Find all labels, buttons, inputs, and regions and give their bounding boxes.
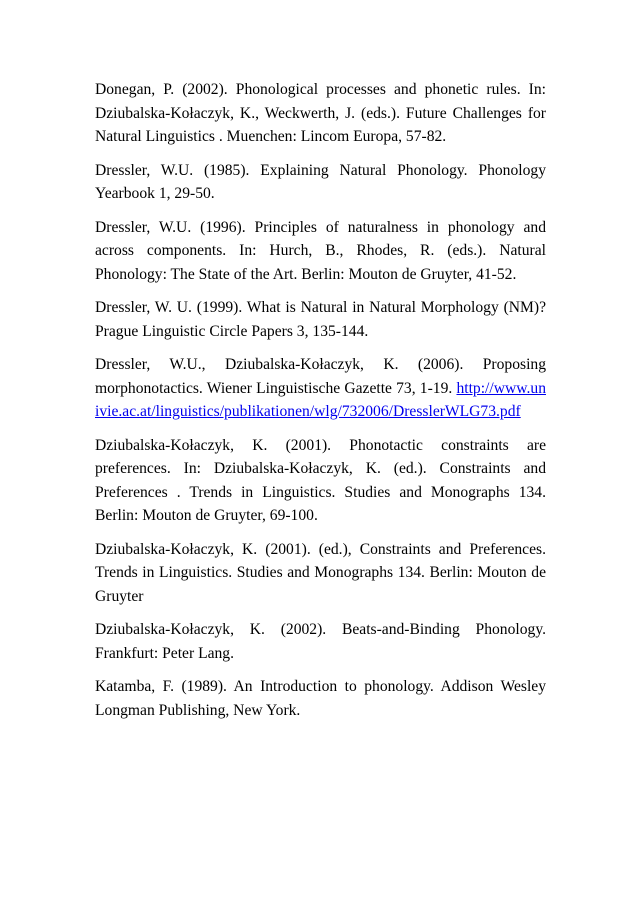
- reference-donegan-2002: [95, 78, 546, 149]
- reference-text: Dressler, W.U. (1996). Principles of naturalness in phonology and across components. In: Hurch, B., Rhodes, R. (eds.). Natural Phonology: The State of the Art. Berlin: Mouton de Gruyter, 41-52.: [95, 218, 546, 283]
- reference-text: Dressler, W. U. (1999). What is Natural in Natural Morphology (NM)? Prague Linguistic Circle Papers 3, 135-144.: [95, 299, 546, 340]
- reference-text: Katamba, F. (1989). An Introduction to phonology. Addison Wesley Longman Publishing, New York.: [95, 678, 546, 719]
- reference-list: [95, 78, 546, 732]
- reference-text: Dziubalska-Kołaczyk, K. (2001). Phonotactic constraints are preferences. In: Dziubalska-Kołaczyk, K. (ed.). Constraints and Preferences . Trends in Linguistics. Studies and Monographs 134. Berlin: Mouton de Gruyter, 69-100.: [95, 436, 546, 524]
- reference-dziubalska-2002: [95, 618, 546, 665]
- reference-dziubalska-2001a: [95, 434, 546, 528]
- reference-text: Dziubalska-Kołaczyk, K. (2002). Beats-and-Binding Phonology. Frankfurt: Peter Lang.: [95, 621, 546, 662]
- reference-katamba-1989: [95, 675, 546, 722]
- reference-dressler-1999: [95, 296, 546, 343]
- reference-dressler-1985: [95, 159, 546, 206]
- reference-dziubalska-2001b: [95, 538, 546, 609]
- reference-url-link[interactable]: http://www.univie.ac.at/linguistics/publikationen/wlg/732006/DresslerWLG73.pdf: [95, 379, 546, 420]
- reference-text: Dressler, W.U. (1985). Explaining Natural Phonology. Phonology Yearbook 1, 29-50.: [95, 161, 546, 202]
- reference-text: Dziubalska-Kołaczyk, K. (2001). (ed.), Constraints and Preferences. Trends in Linguistics. Studies and Monographs 134. Berlin: Mouton de Gruyter: [95, 540, 546, 605]
- reference-text: Donegan, P. (2002). Phonological processes and phonetic rules. In: Dziubalska-Kołaczyk, K., Weckwerth, J. (eds.). Future Challenges for Natural Linguistics . Muenchen: Lincom Europa, 57-82.: [95, 81, 546, 145]
- reference-dressler-1996: [95, 216, 546, 287]
- reference-text: Dressler, W.U., Dziubalska-Kołaczyk, K. (2006). Proposing morphonotactics. Wiener Linguistische Gazette 73, 1-19.: [95, 356, 546, 397]
- reference-dressler-2006: [95, 353, 546, 424]
